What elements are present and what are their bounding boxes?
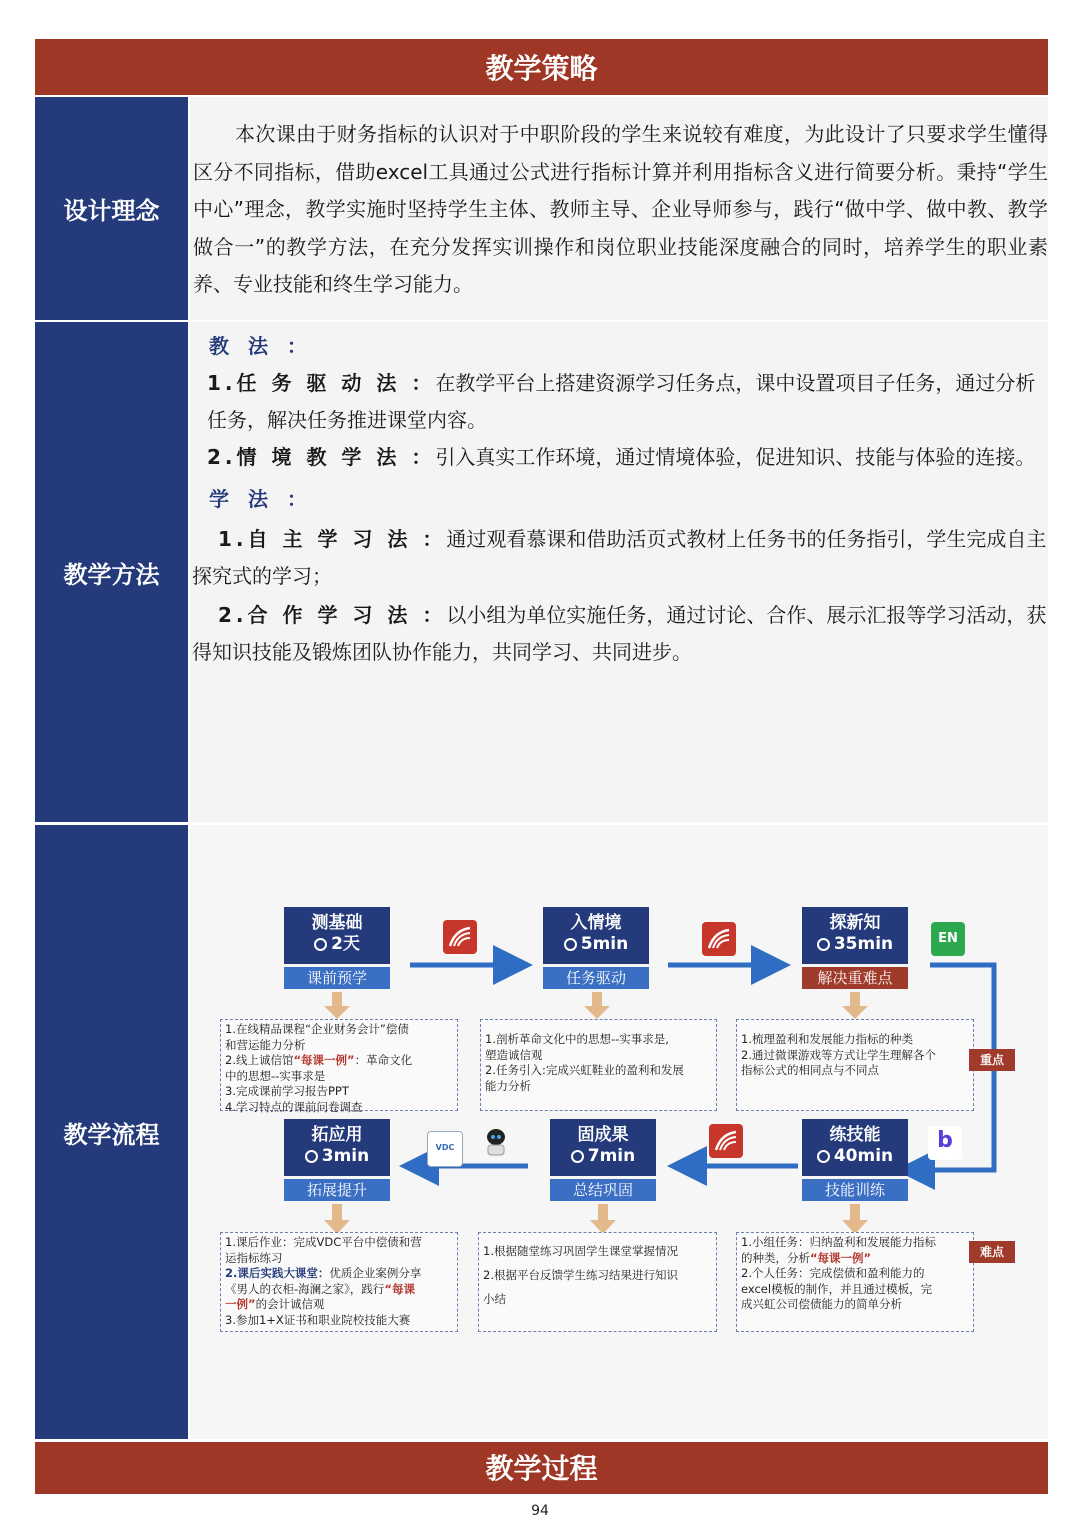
down-arrow-5 xyxy=(590,1204,616,1234)
box-line: 4.学习特点的课前问卷调查 xyxy=(225,1099,363,1114)
stage-header xyxy=(802,1119,908,1176)
clock-icon xyxy=(564,938,577,951)
learn-item-2-name: 2.合 作 学 习 法 ： xyxy=(218,603,447,627)
stage-time: 7min xyxy=(587,1146,636,1166)
stage-time: 35min xyxy=(833,934,894,954)
box-line: 2.课后实践大课堂：优质企业案例分享 xyxy=(225,1266,422,1280)
flow-box-2 xyxy=(480,1019,717,1111)
box-line: 1.梳理盈利和发展能力指标的种类 xyxy=(741,1032,913,1046)
stage-time: 3min xyxy=(321,1146,370,1166)
xuexitong-icon xyxy=(709,1124,743,1158)
stage-phase: 拓展提升 xyxy=(284,1179,390,1201)
boardmix-icon: b xyxy=(928,1126,962,1160)
difficult-point-tag: 难点 xyxy=(969,1241,1015,1263)
row-label-flow: 教学流程 xyxy=(35,825,188,1439)
box-line: 2.个人任务：完成偿债和盈利能力的 xyxy=(741,1266,925,1280)
down-arrow-4 xyxy=(324,1204,350,1234)
teach-item-1-name: 1.任 务 驱 动 法 ： xyxy=(207,371,436,395)
stage-phase: 课前预学 xyxy=(284,967,390,989)
down-arrow-1 xyxy=(324,992,350,1019)
stage-time: 2天 xyxy=(331,934,360,954)
box-line: 3.参加1+X证书和职业院校技能大赛 xyxy=(225,1312,411,1327)
vdc-icon: VDC xyxy=(427,1131,463,1167)
stage-header xyxy=(550,1119,656,1176)
box-line: 2.根据平台反馈学生练习结果进行知识 xyxy=(483,1268,678,1282)
box-line: 《男人的衣柜-海澜之家》，践行“每课 xyxy=(225,1281,415,1296)
stage-ce-jichu xyxy=(284,907,390,989)
clock-icon xyxy=(817,1150,830,1163)
key-point-tag: 重点 xyxy=(969,1049,1015,1071)
box-line: 1.课后作业：完成VDC平台中偿债和营 xyxy=(225,1235,422,1249)
box-line: 3.完成课前学习报告PPT xyxy=(225,1084,349,1098)
clock-icon xyxy=(817,938,830,951)
robot-icon xyxy=(479,1124,513,1158)
design-paragraph: 本次课由于财务指标的认识对于中职阶段的学生来说较有难度，为此设计了只要求学生懂得区分不同指标，借助excel工具通过公式进行指标计算并利用指标含义进行简要分析。秉持“学生中心”理念，教学实施时坚持学生主体、教师主导、企业导师参与，践行“做中学、做中教、教学做合一”的教学方法，在充分发挥实训操作和岗位职业技能深度融合的同时，培养学生的职业素养、专业技能和终生学习能力。 xyxy=(193,122,1048,296)
box-line: 1.在线精品课程“企业财务会计”偿债 xyxy=(225,1022,409,1036)
teach-item-1-text: 在教学平台上搭建资源学习任务点，课中设置项目子任务，通过分析 xyxy=(435,371,1036,395)
box-line: 中的思想--实事求是 xyxy=(225,1068,326,1083)
stage-name: 探新知 xyxy=(829,913,881,933)
stage-header xyxy=(802,907,908,964)
stage-ru-qingjing xyxy=(543,907,649,989)
stage-lian-jineng xyxy=(802,1119,908,1201)
learn-item-1-name: 1.自 主 学 习 法 ： xyxy=(218,527,447,551)
stage-header xyxy=(284,1119,390,1176)
down-arrow-2 xyxy=(584,992,610,1019)
learn-item-1-text: 通过观看慕课和借助活页式教材上任务书的任务指引，学生完成自主 xyxy=(446,527,1047,551)
box-line: 成兴虹公司偿债能力的简单分析 xyxy=(741,1297,902,1311)
box-line: 2.通过微课游戏等方式让学生理解各个 xyxy=(741,1047,936,1062)
stage-phase: 解决重难点 xyxy=(802,967,908,989)
teach-item-1-cont: 任务，解决任务推进课堂内容。 xyxy=(207,408,487,432)
learn-heading: 学 法 ： xyxy=(209,487,313,511)
stage-phase: 技能训练 xyxy=(802,1179,908,1201)
xuexitong-icon xyxy=(443,920,477,954)
box-line: 1.小组任务：归纳盈利和发展能力指标 xyxy=(741,1235,936,1249)
section-title: 教学策略 xyxy=(35,39,1048,95)
stage-name: 测基础 xyxy=(311,913,363,933)
learn-item-2-cont: 得知识技能及锻炼团队协作能力，共同学习、共同进步。 xyxy=(192,640,692,664)
box-line: 的种类，分析“每课一例” xyxy=(741,1250,872,1265)
learn-item-1-cont: 探究式的学习； xyxy=(192,564,332,588)
next-section-title: 教学过程 xyxy=(35,1442,1048,1494)
clock-icon xyxy=(314,938,327,951)
teach-item-2-name: 2.情 境 教 学 法 ： xyxy=(207,445,436,469)
stage-tan-xinzhi xyxy=(802,907,908,989)
box-line: 小结 xyxy=(483,1292,506,1306)
stage-name: 入情境 xyxy=(570,913,622,933)
down-arrow-6 xyxy=(842,1204,868,1234)
flow-box-5 xyxy=(478,1232,717,1332)
stage-gu-chengguo xyxy=(550,1119,656,1201)
teach-heading: 教 法 ： xyxy=(209,334,313,358)
stage-header xyxy=(284,907,390,964)
box-line: 能力分析 xyxy=(485,1078,531,1093)
flow-box-1 xyxy=(220,1019,458,1114)
box-line: 指标公式的相同点与不同点 xyxy=(741,1063,879,1077)
box-line: 运指标练习 xyxy=(225,1250,283,1265)
en-icon: EN xyxy=(931,922,965,956)
stage-time: 5min xyxy=(580,934,629,954)
box-line: excel模板的制作，并且通过模板，完 xyxy=(741,1281,933,1296)
flow-box-4 xyxy=(736,1232,974,1332)
box-line: 一例”的会计诚信观 xyxy=(225,1297,325,1311)
stage-phase: 总结巩固 xyxy=(550,1179,656,1201)
down-arrow-3 xyxy=(842,992,868,1019)
stage-name: 固成果 xyxy=(577,1125,629,1145)
box-line: 2.任务引入:完成兴虹鞋业的盈利和发展 xyxy=(485,1063,684,1077)
stage-name: 拓应用 xyxy=(311,1125,363,1145)
stage-phase: 任务驱动 xyxy=(543,967,649,989)
teach-item-2-text: 引入真实工作环境，通过情境体验，促进知识、技能与体验的连接。 xyxy=(435,445,1036,469)
box-line: 和营运能力分析 xyxy=(225,1037,306,1052)
flow-box-3 xyxy=(736,1019,974,1111)
box-line: 2.线上诚信馆“每课一例”：革命文化 xyxy=(225,1053,413,1067)
xuexitong-icon xyxy=(702,922,736,956)
stage-header xyxy=(543,907,649,964)
stage-name: 练技能 xyxy=(829,1125,881,1145)
flow-box-6 xyxy=(220,1232,458,1332)
clock-icon xyxy=(571,1150,584,1163)
box-line: 塑造诚信观 xyxy=(485,1047,543,1062)
box-line: 1.剖析革命文化中的思想--实事求是, xyxy=(485,1032,669,1046)
stage-time: 40min xyxy=(833,1146,894,1166)
row-label-method: 教学方法 xyxy=(35,322,188,822)
row-label-design: 设计理念 xyxy=(35,97,188,320)
clock-icon xyxy=(305,1150,318,1163)
learn-item-2-text: 以小组为单位实施任务，通过讨论、合作、展示汇报等学习活动，获 xyxy=(446,603,1047,627)
page-number: 94 xyxy=(531,1503,549,1519)
stage-tuo-yingyong xyxy=(284,1119,390,1201)
box-line: 1.根据随堂练习巩固学生课堂掌握情况 xyxy=(483,1244,678,1258)
